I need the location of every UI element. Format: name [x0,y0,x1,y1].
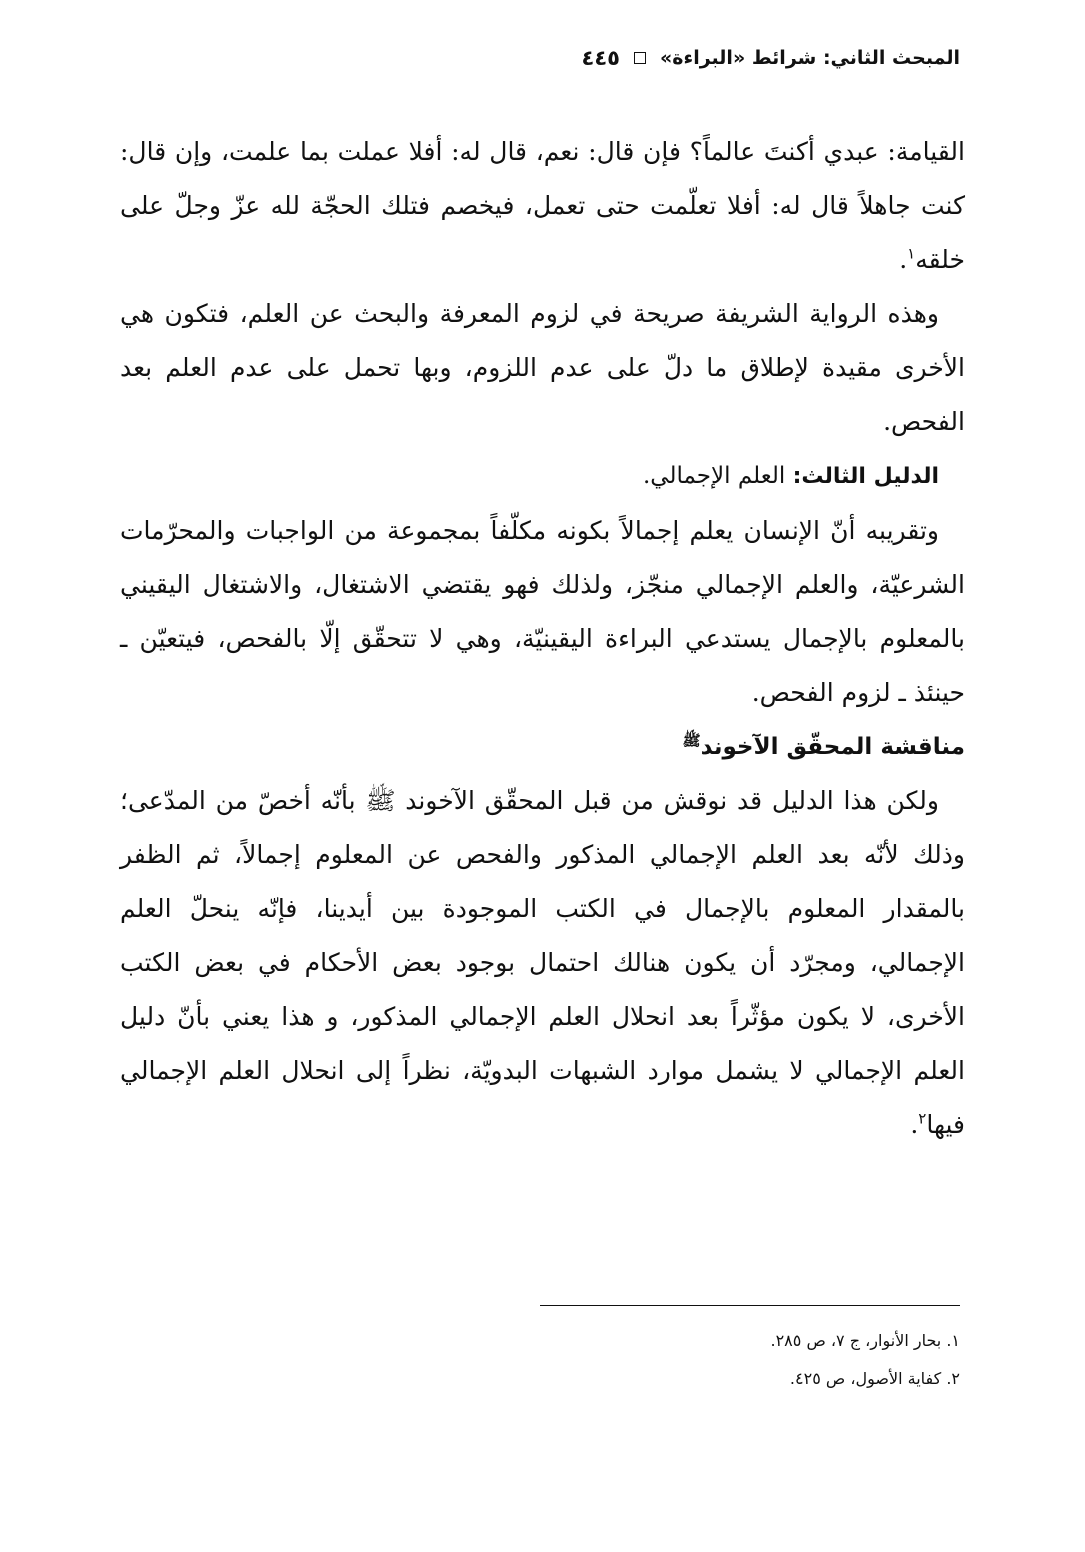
paragraph-1-text: القيامة: عبدي أكنتَ عالماً؟ فإن قال: نعم، قال له: أفلا عملت بما علمت، وإن قال: كنت جاهلاً قال له: أفلا تعلّمت حتى تعمل، فيخصم فتلك الحجّة لله عزّ وجلّ على خلقه [120,137,965,274]
heading-third-evidence [120,449,965,504]
section-heading-text: مناقشة المحقّق الآخوند [700,734,965,760]
paragraph-4-end: . [910,1110,919,1139]
footnote-ref-1: ١ [907,244,916,263]
heading-label: الدليل الثالث: [792,464,939,489]
paragraph-1 [120,125,965,287]
honorific-mark: ﷺ [682,731,701,750]
main-text [120,125,965,1152]
paragraph-3: وتقريبه أنّ الإنسان يعلم إجمالاً بكونه مكلّفاً بمجموعة من الواجبات والمحرّمات الشرعيّة، والعلم الإجمالي منجّز، ولذلك فهو يقتضي الاشتغال، والاشتغال اليقيني بالمعلوم بالإجمال يستدعي البراءة اليقينيّة، وهي لا تتحقّق إلّا بالفحص، فيتعيّن ـ حينئذ ـ لزوم الفحص. [120,516,965,707]
footnote-2: ٢. كفاية الأصول، ص ٤٢٥. [789,1369,960,1388]
page-number: ٤٤٥ [581,46,620,70]
footnote-1: ١. بحار الأنوار، ج ٧، ص ٢٨٥. [770,1331,960,1350]
paragraph-2: وهذه الرواية الشريفة صريحة في لزوم المعرفة والبحث عن العلم، فتكون هي الأخرى مقيدة لإطلاق ما دلّ على عدم اللزوم، وبها تحمل على عدم العلم بعد الفحص. [120,299,965,436]
paragraph-1-end: . [899,245,908,274]
heading-text: العلم الإجمالي. [643,463,793,489]
footnote-ref-2: ٢ [918,1109,927,1128]
footnote-divider [540,1305,960,1306]
section-heading [120,720,965,774]
chapter-title: المبحث الثاني: شرائط «البراءة» [660,47,960,69]
running-header [120,38,960,78]
footnotes [520,1322,960,1398]
paragraph-4-text: ولكن هذا الدليل قد نوقش من قبل المحقّق الآخوند ﷺ بأنّه أخصّ من المدّعى؛ وذلك لأنّه بعد العلم الإجمالي المذكور والفحص عن المعلوم إجمالاً، ثم الظفر بالمقدار المعلوم بالإجمال في الكتب الموجودة بين أيدينا، فإنّه ينحلّ العلم الإجمالي، ومجرّد أن يكون هنالك احتمال بوجود بعض الأحكام في بعض الكتب الأخرى، لا يكون مؤثّراً بعد انحلال العلم الإجمالي المذكور، و هذا يعني بأنّ دليل العلم الإجمالي لا يشمل موارد الشبهات البدويّة، نظراً إلى انحلال العلم الإجمالي فيها [120,786,965,1139]
paragraph-4 [120,774,965,1152]
separator-square-icon [634,52,646,64]
